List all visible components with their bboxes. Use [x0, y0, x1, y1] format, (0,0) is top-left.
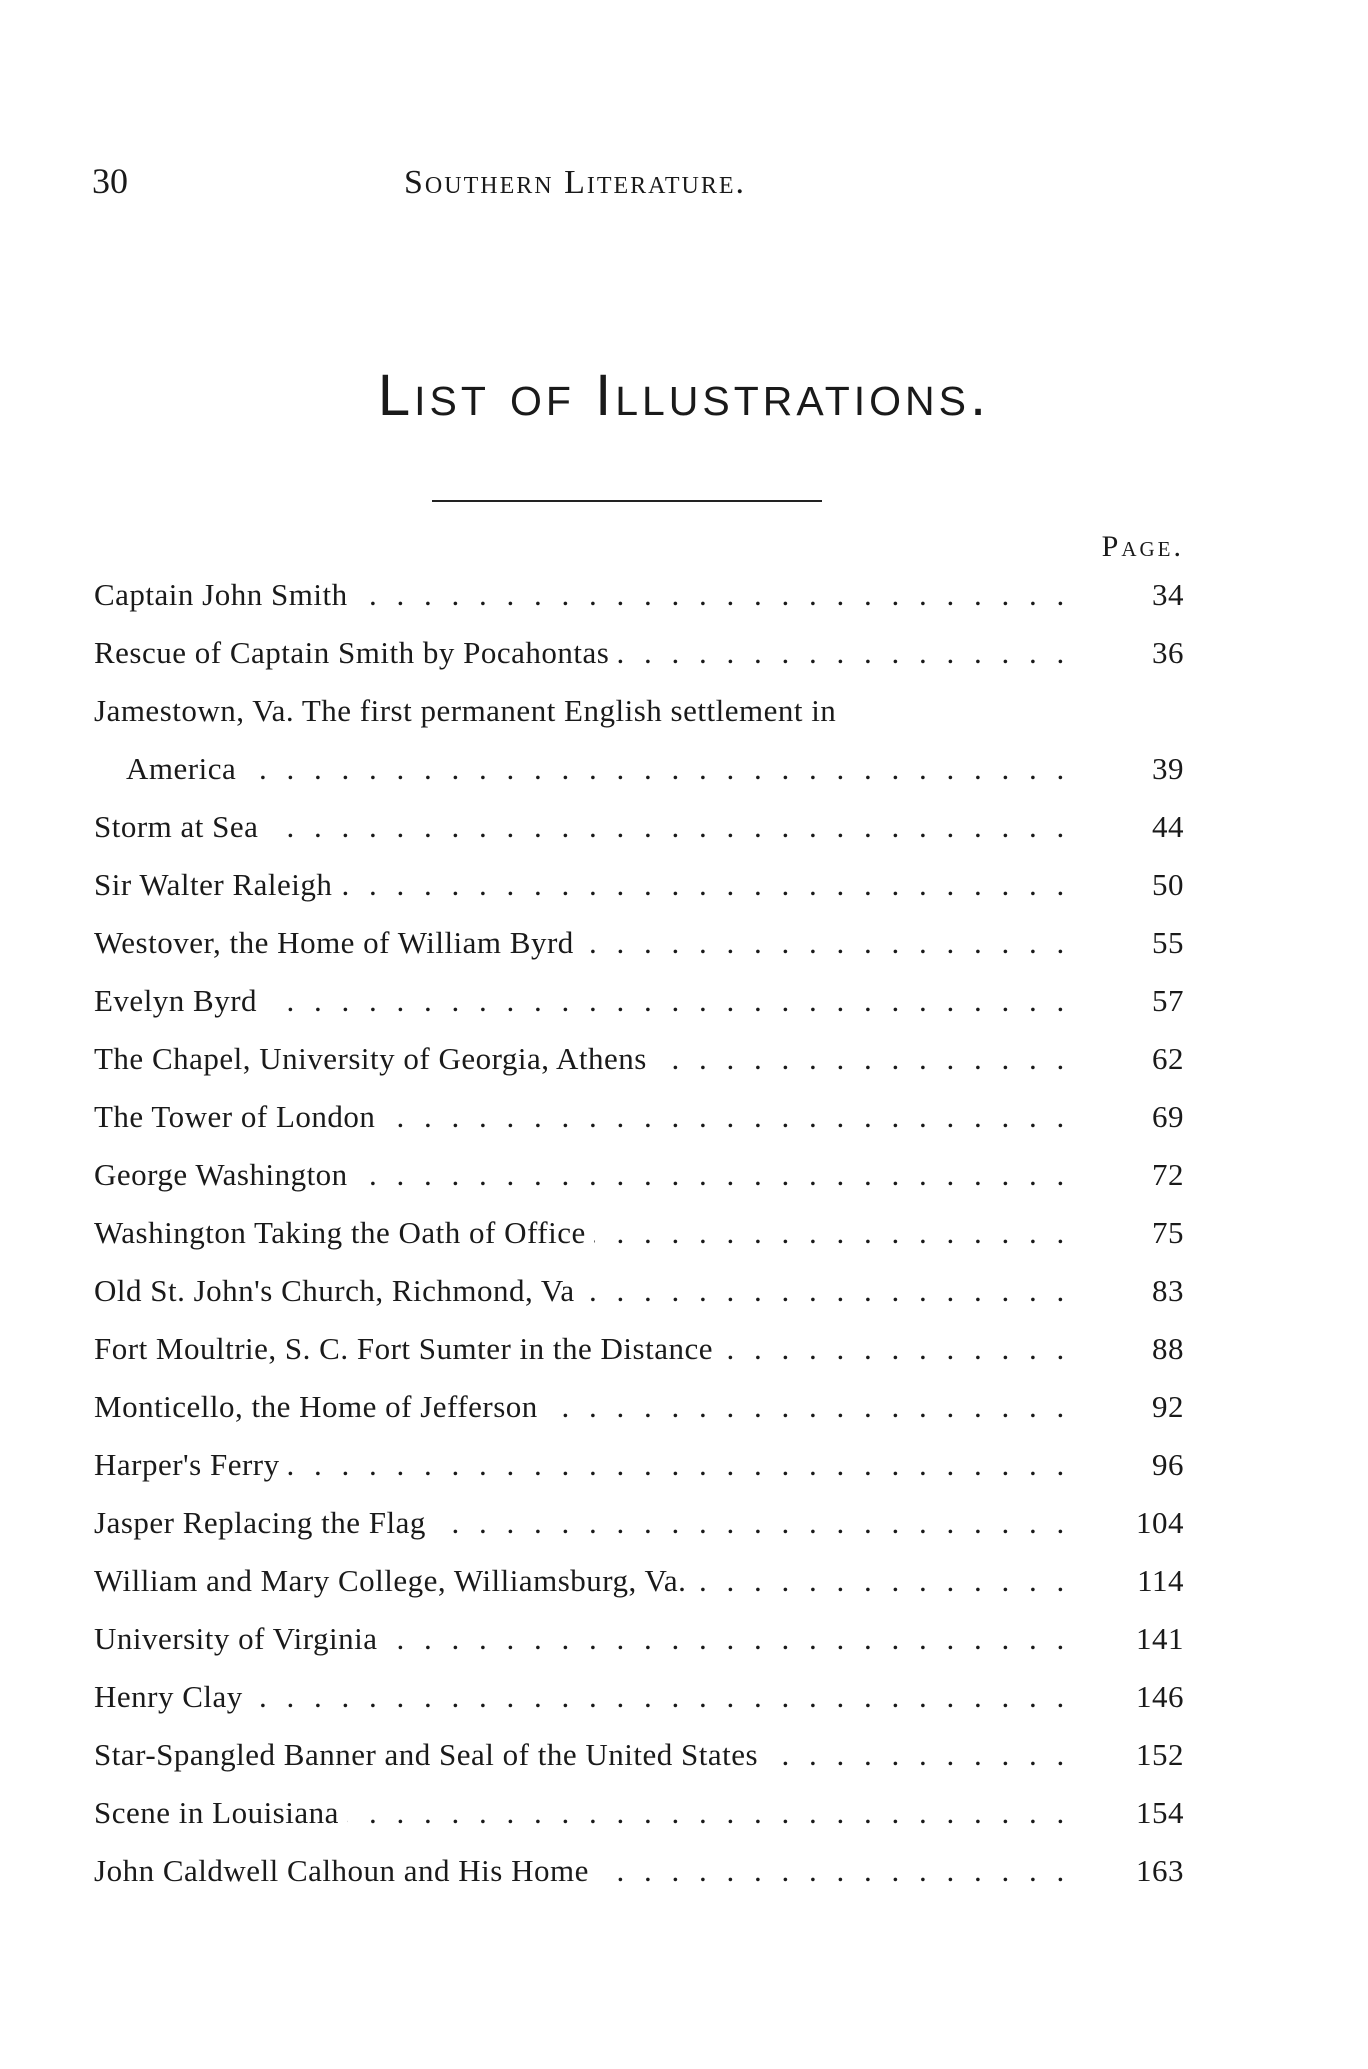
entry-title: Scene in Louisiana	[94, 1795, 347, 1830]
entry-title: Washington Taking the Oath of Office	[94, 1215, 594, 1250]
list-item	[94, 1436, 1184, 1494]
page-number: 30	[92, 161, 128, 201]
entry-page: 62	[1152, 1041, 1184, 1076]
entry-title: America	[94, 751, 244, 786]
list-item	[94, 1784, 1184, 1842]
list-item	[94, 1204, 1184, 1262]
entry-title: The Chapel, University of Georgia, Athens	[94, 1041, 655, 1076]
entry-page: 34	[1152, 577, 1184, 612]
entry-title: Evelyn Byrd	[94, 983, 265, 1018]
page-title: List of Illustrations.	[377, 363, 991, 428]
entry-page: 39	[1152, 751, 1184, 786]
entry-title: Westover, the Home of William Byrd	[94, 925, 582, 960]
entry-page: 88	[1152, 1331, 1184, 1366]
entry-page: 141	[1136, 1621, 1184, 1656]
title-rule	[432, 500, 822, 502]
entry-page: 104	[1136, 1505, 1184, 1540]
entry-title: Storm at Sea	[94, 809, 266, 844]
entry-title: The Tower of London	[94, 1099, 383, 1134]
entry-page: 163	[1136, 1853, 1184, 1888]
entry-page: 154	[1136, 1795, 1184, 1830]
entry-title: Jamestown, Va. The first permanent English settlement in	[94, 693, 844, 728]
entry-title: Harper's Ferry	[94, 1447, 288, 1482]
list-item	[94, 914, 1184, 972]
entry-title: Captain John Smith	[94, 577, 356, 612]
entry-page: 57	[1152, 983, 1184, 1018]
list-item	[94, 682, 1184, 740]
list-item	[94, 1610, 1184, 1668]
entry-title: Old St. John's Church, Richmond, Va	[94, 1273, 583, 1308]
entry-page: 92	[1152, 1389, 1184, 1424]
page-column-label: Page.	[1101, 530, 1184, 563]
list-item	[94, 1726, 1184, 1784]
entry-page: 146	[1136, 1679, 1184, 1714]
entry-title: University of Virginia	[94, 1621, 386, 1656]
list-item	[94, 1320, 1184, 1378]
list-item	[94, 856, 1184, 914]
list-item	[94, 1552, 1184, 1610]
list-item	[94, 624, 1184, 682]
list-item	[94, 740, 1184, 798]
entry-page: 114	[1137, 1563, 1184, 1598]
entry-title: Rescue of Captain Smith by Pocahontas	[94, 635, 617, 670]
entry-title: William and Mary College, Williamsburg, Va.	[94, 1563, 694, 1598]
entry-title: Monticello, the Home of Jefferson	[94, 1389, 546, 1424]
list-item	[94, 1262, 1184, 1320]
entry-page: 36	[1152, 635, 1184, 670]
list-item	[94, 1668, 1184, 1726]
entry-page: 50	[1152, 867, 1184, 902]
list-item	[94, 1378, 1184, 1436]
list-item	[94, 1088, 1184, 1146]
entry-title: Henry Clay	[94, 1679, 251, 1714]
list-item	[94, 972, 1184, 1030]
list-item	[94, 1494, 1184, 1552]
entry-page: 152	[1136, 1737, 1184, 1772]
entry-title: Fort Moultrie, S. C. Fort Sumter in the Distance	[94, 1331, 721, 1366]
list-item	[94, 1030, 1184, 1088]
entry-page: 96	[1152, 1447, 1184, 1482]
entry-title: George Washington	[94, 1157, 356, 1192]
list-item	[94, 1146, 1184, 1204]
entry-title: Sir Walter Raleigh	[94, 867, 340, 902]
list-item	[94, 566, 1184, 624]
entry-page: 44	[1152, 809, 1184, 844]
entry-page: 55	[1152, 925, 1184, 960]
list-item	[94, 798, 1184, 856]
entry-title: John Caldwell Calhoun and His Home	[94, 1853, 597, 1888]
entry-title: Jasper Replacing the Flag	[94, 1505, 434, 1540]
illustrations-list	[94, 566, 1184, 1900]
entry-page: 69	[1152, 1099, 1184, 1134]
running-title: Southern Literature.	[404, 164, 746, 201]
entry-page: 75	[1152, 1215, 1184, 1250]
entry-page: 83	[1152, 1273, 1184, 1308]
running-head	[92, 160, 1182, 210]
list-item	[94, 1842, 1184, 1900]
entry-title: Star-Spangled Banner and Seal of the United States	[94, 1737, 766, 1772]
entry-page: 72	[1152, 1157, 1184, 1192]
